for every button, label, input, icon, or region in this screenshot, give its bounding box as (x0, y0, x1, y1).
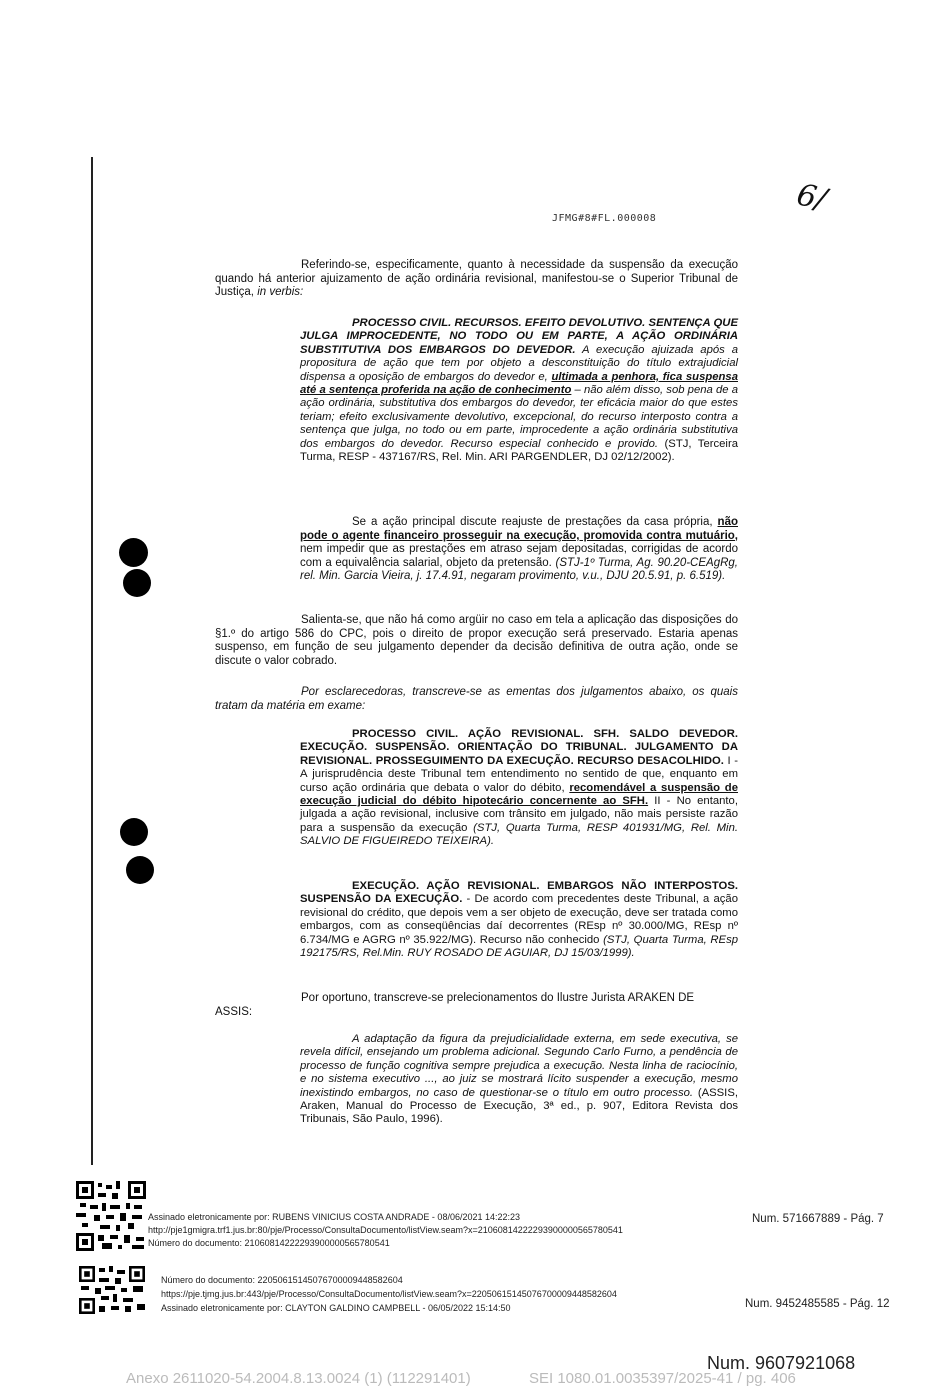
footer-sei-page-reference: SEI 1080.01.0035397/2025-41 / pg. 406 (529, 1370, 796, 1387)
left-margin-line (91, 157, 93, 1165)
paragraph-intro: Referindo-se, especificamente, quanto à necessidade da suspensão da execução quando há anterior ajuizamento de ação ordinária revisional, manifestou-se o Superior Tribunal de Justiça, in verbis: (215, 259, 738, 299)
signature-2-doc-number: Número do documento: 22050615145076700009448582604 (161, 1275, 403, 1285)
signature-1-line-1: Assinado eletronicamente por: RUBENS VINICIUS COSTA ANDRADE - 08/06/2021 14:22:23 (148, 1212, 521, 1222)
handwritten-page-mark: 6/ (793, 177, 830, 218)
qr-code-icon (79, 1266, 145, 1314)
hole-punch-mark (123, 569, 151, 597)
document-number: Num. 9607921068 (707, 1353, 856, 1373)
paragraph-casa-propria: Se a ação principal discute reajuste de prestações da casa própria, não pode o agente financeiro prosseguir na execução, promovida contra mutuário, nem impedir que as prestações em atraso sejam depositadas, corrigidas de acordo com a equivalência salarial, objeto da pretensão. (STJ-1º Turma, Ag. 90.20-CEAgRg, rel. Min. Garcia Vieira, j. 17.4.91, negaram provimento, v.u., DJU 20.5.91, p. 6.519). (300, 516, 738, 583)
hole-punch-mark (120, 818, 148, 846)
paragraph-cpc-586: Salienta-se, que não há como argüir no caso em tela a aplicação das disposições do §1.º do artigo 586 do CPC, pois o direito de propor execução será preservado. Estaria apenas suspenso, em função de seu julgamento depender da decisão definitiva de outra ação, onde se discute o valor cobrado. (215, 614, 738, 667)
paragraph-ementas-intro: Por esclarecedoras, transcreve-se as ementas dos julgamentos abaixo, os quais tratam da matéria em exame: (215, 686, 738, 712)
signature-1-doc-number: Número do documento: 21060814222293900000565780541 (148, 1238, 390, 1248)
quote-stj-resp-401931: PROCESSO CIVIL. AÇÃO REVISIONAL. SFH. SALDO DEVEDOR. EXECUÇÃO. SUSPENSÃO. ORIENTAÇÃO DO TRIBUNAL. JULGAMENTO DA REVISIONAL. PROSSEGUIMENTO DA EXECUÇÃO. RECURSO DESACOLHIDO. I - A jurisprudência deste Tribunal tem entendimento no sentido de que, enquanto em curso ação ordinária que debata o valor do débito, recomendável a suspensão de execução judicial do débito hipotecário concernente ao SFH. II - No entanto, julgada a ação revisional, inclusive com trânsito em julgado, não mais persiste razão para a suspensão da execução (STJ, Quarta Turma, RESP 401931/MG, Rel. Min. SALVIO DE FIGUEIREDO TEIXEIRA). (300, 728, 738, 848)
signature-2-url: https://pje.tjmg.jus.br:443/pje/Processo/ConsultaDocumento/listView.seam?x=22050615145076700009448582604 (161, 1289, 617, 1299)
signature-2-page-number: Num. 9452485585 - Pág. 12 (745, 1298, 890, 1310)
document-header-code: JFMG#8#FL.000008 (552, 213, 657, 224)
qr-code-icon (76, 1181, 146, 1251)
quote-araken-de-assis: A adaptação da figura da prejudicialidade externa, em sede executiva, se revela difícil, ensejando um problema adicional. Segundo Carlo Furno, a pendência de processo de função cognitiva sempre prejudica a execução. Nesta linha de raciocínio, e no sistema executivo ..., ao juiz se mostrará lícito suspender a execução, mesmo inexistindo embargos, no caso de questionar-se o título em outro processo. (ASSIS, Araken, Manual do Processo de Execução, 3ª ed., p. 907, Editora Revista dos Tribunais, São Paulo, 1996). (300, 1033, 738, 1126)
signature-1-page-number: Num. 571667889 - Pág. 7 (752, 1213, 884, 1225)
quote-stj-resp-437167: PROCESSO CIVIL. RECURSOS. EFEITO DEVOLUTIVO. SENTENÇA QUE JULGA IMPROCEDENTE, NO TODO OU EM PARTE, A AÇÃO ORDINÁRIA SUBSTITUTIVA DOS EMBARGOS DO DEVEDOR. A execução ajuizada após a propositura de ação que tem por objeto a desconstituição do título extrajudicial dispensa a oposição de embargos do devedor e, ultimada a penhora, fica suspensa até a sentença proferida na ação de conhecimento – não além disso, sob pena de a ação ordinária, substitutiva dos embargos do devedor, ter eficácia maior do que estes teriam; efeito exclusivamente devolutivo, excepcional, do recurso interposto contra a sentença que julga, no todo ou em parte, improcedente a ação ordinária substitutiva dos embargos do devedor. Recurso especial conhecido e provido. (STJ, Terceira Turma, RESP - 437167/RS, Rel. Min. ARI PARGENDLER, DJ 02/12/2002). (300, 317, 738, 464)
paragraph-araken-intro-cont: ASSIS: (215, 1006, 253, 1018)
hole-punch-mark (119, 538, 148, 567)
signature-1-url: http://pje1gmigra.trf1.jus.br:80/pje/Processo/ConsultaDocumento/listView.seam?x=21060814222293900000565780541 (148, 1225, 623, 1235)
paragraph-araken-intro: Por oportuno, transcreve-se prelecionamentos do Ilustre Jurista ARAKEN DE (301, 992, 695, 1004)
quote-stj-resp-192175: EXECUÇÃO. AÇÃO REVISIONAL. EMBARGOS NÃO INTERPOSTOS. SUSPENSÃO DA EXECUÇÃO. - De acordo com precedentes deste Tribunal, a ação revisional do crédito, que depois vem a ser objeto de execução, deve ser tratada como embargos, com as conseqüências daí decorrentes (REsp nº 30.000/MG, REsp nº 6.734/MG e AGRG nº 35.922/MG). Recurso não conhecido (STJ, Quarta Turma, REsp 192175/RS, Rel.Min. RUY ROSADO DE AGUIAR, DJ 15/03/1999). (300, 880, 739, 960)
footer-attachment-reference: Anexo 2611020-54.2004.8.13.0024 (1) (112291401) (126, 1370, 471, 1387)
hole-punch-mark (126, 856, 154, 884)
signature-2-line-3: Assinado eletronicamente por: CLAYTON GALDINO CAMPBELL - 06/05/2022 15:14:50 (161, 1303, 511, 1313)
